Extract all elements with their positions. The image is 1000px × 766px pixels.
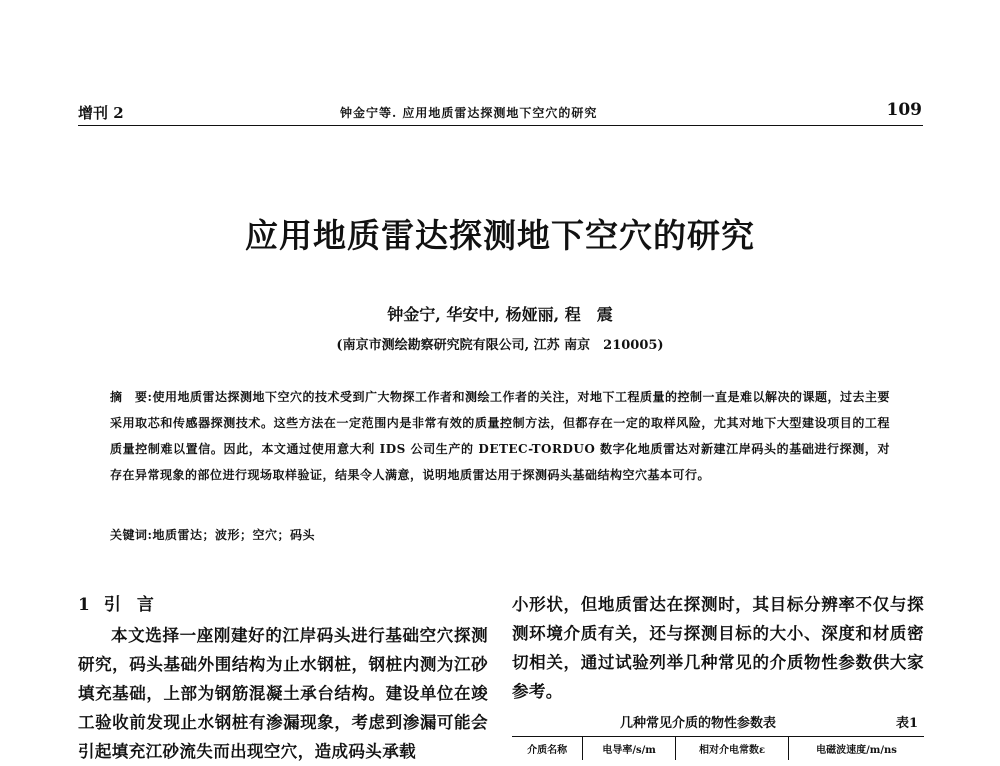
abstract-text: 使用地质雷达探测地下空穴的技术受到广大物探工作者和测绘工作者的关注，对地下工程质量的控制一直是难以解决的课题，过去主要采用取芯和传感器探测技术。这些方法在一定范围内是非常有效的质量控制方法，但都存在一定的取样风险，尤其对地下大型建设项目的工程质量控制难以置信。因此，本文通过使用意大利 IDS 公司生产的 DETEC-TORDUO 数字化地质雷达对新建江岸码头的基础进行探测，对存在异常现象的部位进行现场取样验证，结果令人满意，说明地质雷达用于探测码头基础结构空穴基本可行。 (110, 390, 890, 482)
left-column (78, 590, 488, 766)
table-header-cell: 介质名称 (512, 737, 583, 761)
header-rule (78, 125, 923, 126)
keywords (110, 526, 890, 543)
affiliation: (南京市测绘勘察研究院有限公司, 江苏 南京 210005) (336, 338, 664, 353)
abstract-label: 摘 要: (110, 390, 153, 404)
keywords-label: 关键词: (110, 528, 153, 542)
page-number: 109 (886, 100, 922, 120)
authors: 钟金宁, 华安中, 杨娅丽, 程 震 (387, 305, 613, 324)
right-column (512, 590, 924, 760)
section-heading (78, 590, 488, 615)
intro-paragraph: 本文选择一座刚建好的江岸码头进行基础空穴探测研究，码头基础外围结构为止水钢桩，钢桩内测为江砂填充基础，上部为钢筋混凝土承台结构。建设单位在竣工验收前发现止水钢桩有渗漏现象，考虑到渗漏可能会引起填充江砂流失而出现空穴，造成码头承载 (78, 626, 488, 761)
parameter-table (512, 736, 924, 760)
section-title-part-a: 引 (103, 595, 121, 615)
running-header-title: 钟金宁等. 应用地质雷达探测地下空穴的研究 (340, 106, 598, 120)
section-number: 1 (78, 595, 90, 615)
keywords-text: 地质雷达；波形；空穴；码头 (152, 528, 315, 542)
table-header-cell: 相对介电常数ε (676, 737, 789, 761)
table-header-row (512, 737, 924, 761)
abstract (110, 384, 890, 488)
section-title-part-b: 言 (136, 595, 154, 615)
right-paragraph: 小形状，但地质雷达在探测时，其目标分辨率不仅与探测环境介质有关，还与探测目标的大小、深度和材质密切相关，通过试验列举几种常见的介质物性参数供大家参考。 (512, 595, 924, 701)
table-header-cell: 电磁波速度/m/ns (816, 745, 897, 756)
table-caption (512, 708, 924, 730)
table-header-cell: 电导率/s/m (583, 737, 676, 761)
paper-title: 应用地质雷达探测地下空穴的研究 (245, 216, 755, 255)
table-caption-title: 几种常见介质的物性参数表 (620, 716, 777, 731)
running-header-issue: 增刊 2 (78, 104, 124, 122)
table-number: 表1 (895, 716, 918, 731)
